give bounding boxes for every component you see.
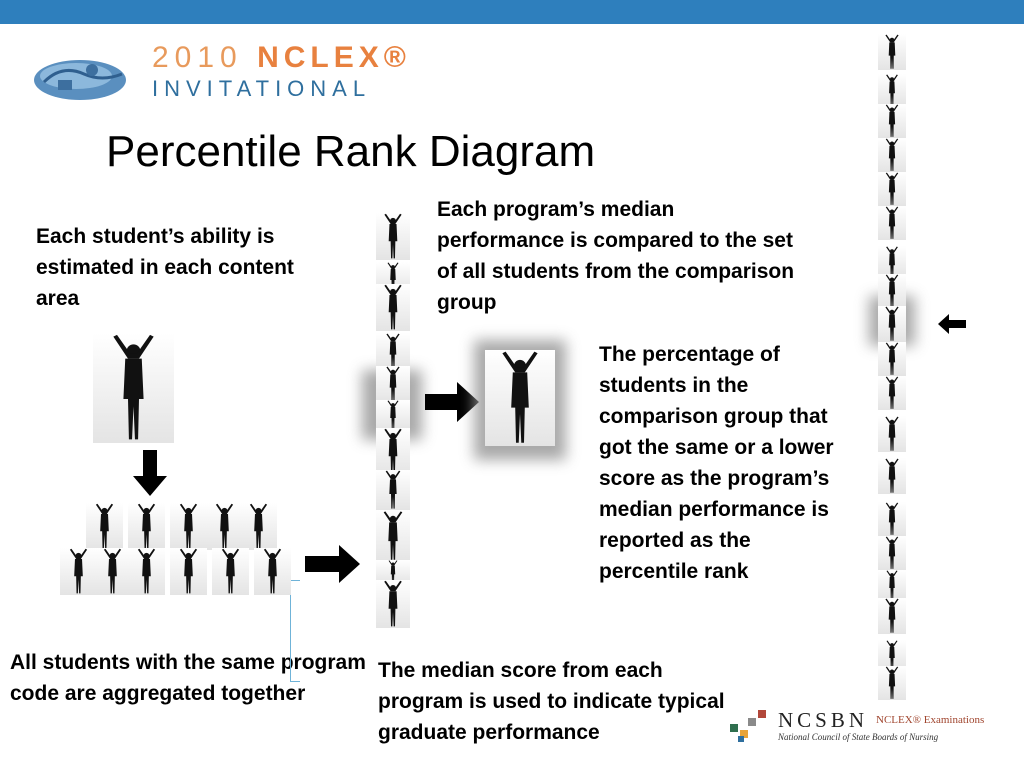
comparison-text: Each program’s median performance is compared to the set of all students from the comparison group [437, 198, 795, 314]
page-title: Percentile Rank Diagram [106, 127, 596, 176]
nclex-examinations-label: NCLEX® Examinations [876, 714, 985, 726]
student-figure-icon [212, 548, 249, 595]
arrow-right-icon [425, 382, 479, 422]
student-figure-icon [878, 206, 906, 240]
ncsbn-name: NCSBN [778, 708, 869, 732]
logo-subtitle: INVITATIONAL [152, 76, 372, 101]
student-figure-icon [376, 510, 410, 562]
student-figure-icon [878, 104, 906, 138]
student-figure-icon [878, 416, 906, 452]
student-figure-icon [878, 172, 906, 206]
arrow-left-icon [938, 314, 966, 334]
ncsbn-squares-icon [730, 708, 776, 744]
student-figure-icon [878, 74, 906, 106]
student-figure-icon [878, 274, 906, 308]
logo-brand: NCLEX® [257, 41, 411, 74]
logo-year: 2010 [152, 41, 243, 74]
arrow-down-icon [133, 450, 167, 496]
student-figure-icon [376, 213, 410, 260]
student-figure-icon [878, 536, 906, 570]
student-figure-icon [376, 333, 410, 369]
student-figure-icon [878, 306, 906, 342]
student-figure-icon [878, 342, 906, 376]
student-figure-icon [878, 34, 906, 70]
ncsbn-logo [730, 706, 1020, 750]
student-figure-icon [240, 503, 277, 550]
student-figure-icon [60, 548, 97, 595]
student-figure-icon [94, 548, 131, 595]
student-figure-icon [128, 548, 165, 595]
arrow-right-icon [305, 545, 360, 583]
student-figure-icon [376, 470, 410, 510]
student-figure-icon [376, 428, 410, 475]
student-figure-icon [878, 138, 906, 172]
student-figure-icon [376, 366, 410, 402]
student-figure-icon [93, 333, 174, 443]
student-figure-icon [170, 548, 207, 595]
nclex-invitational-logo [32, 41, 411, 106]
student-figure-icon [878, 502, 906, 536]
student-figure-icon [376, 400, 410, 430]
student-figure-icon [485, 350, 555, 446]
ncsbn-subtitle: National Council of State Boards of Nursing [778, 732, 939, 742]
student-figure-icon [376, 580, 410, 628]
logo-title [152, 42, 411, 74]
student-figure-icon [128, 503, 165, 550]
student-figure-icon [878, 376, 906, 410]
top-bar [0, 0, 1024, 24]
median-score-text: The median score from each program is used to indicate typical graduate performance [378, 659, 725, 744]
student-figure-icon [878, 598, 906, 634]
percentile-definition-text: The percentage of students in the comparison group that got the same or a lower score as the program’s median performance is reported as the percentile rank [599, 343, 834, 583]
student-figure-icon [878, 666, 906, 700]
student-figure-icon [376, 284, 410, 331]
student-figure-icon [206, 503, 243, 550]
bracket-line [290, 580, 300, 682]
aggregated-text: All students with the same program code are aggregated together [10, 651, 366, 705]
globe-puzzle-icon [32, 52, 130, 104]
student-figure-icon [86, 503, 123, 550]
student-figure-icon [254, 548, 291, 595]
student-figure-icon [878, 458, 906, 494]
student-ability-text: Each student’s ability is estimated in each content area [36, 225, 294, 310]
student-figure-icon [170, 503, 207, 550]
student-figure-icon [878, 570, 906, 600]
